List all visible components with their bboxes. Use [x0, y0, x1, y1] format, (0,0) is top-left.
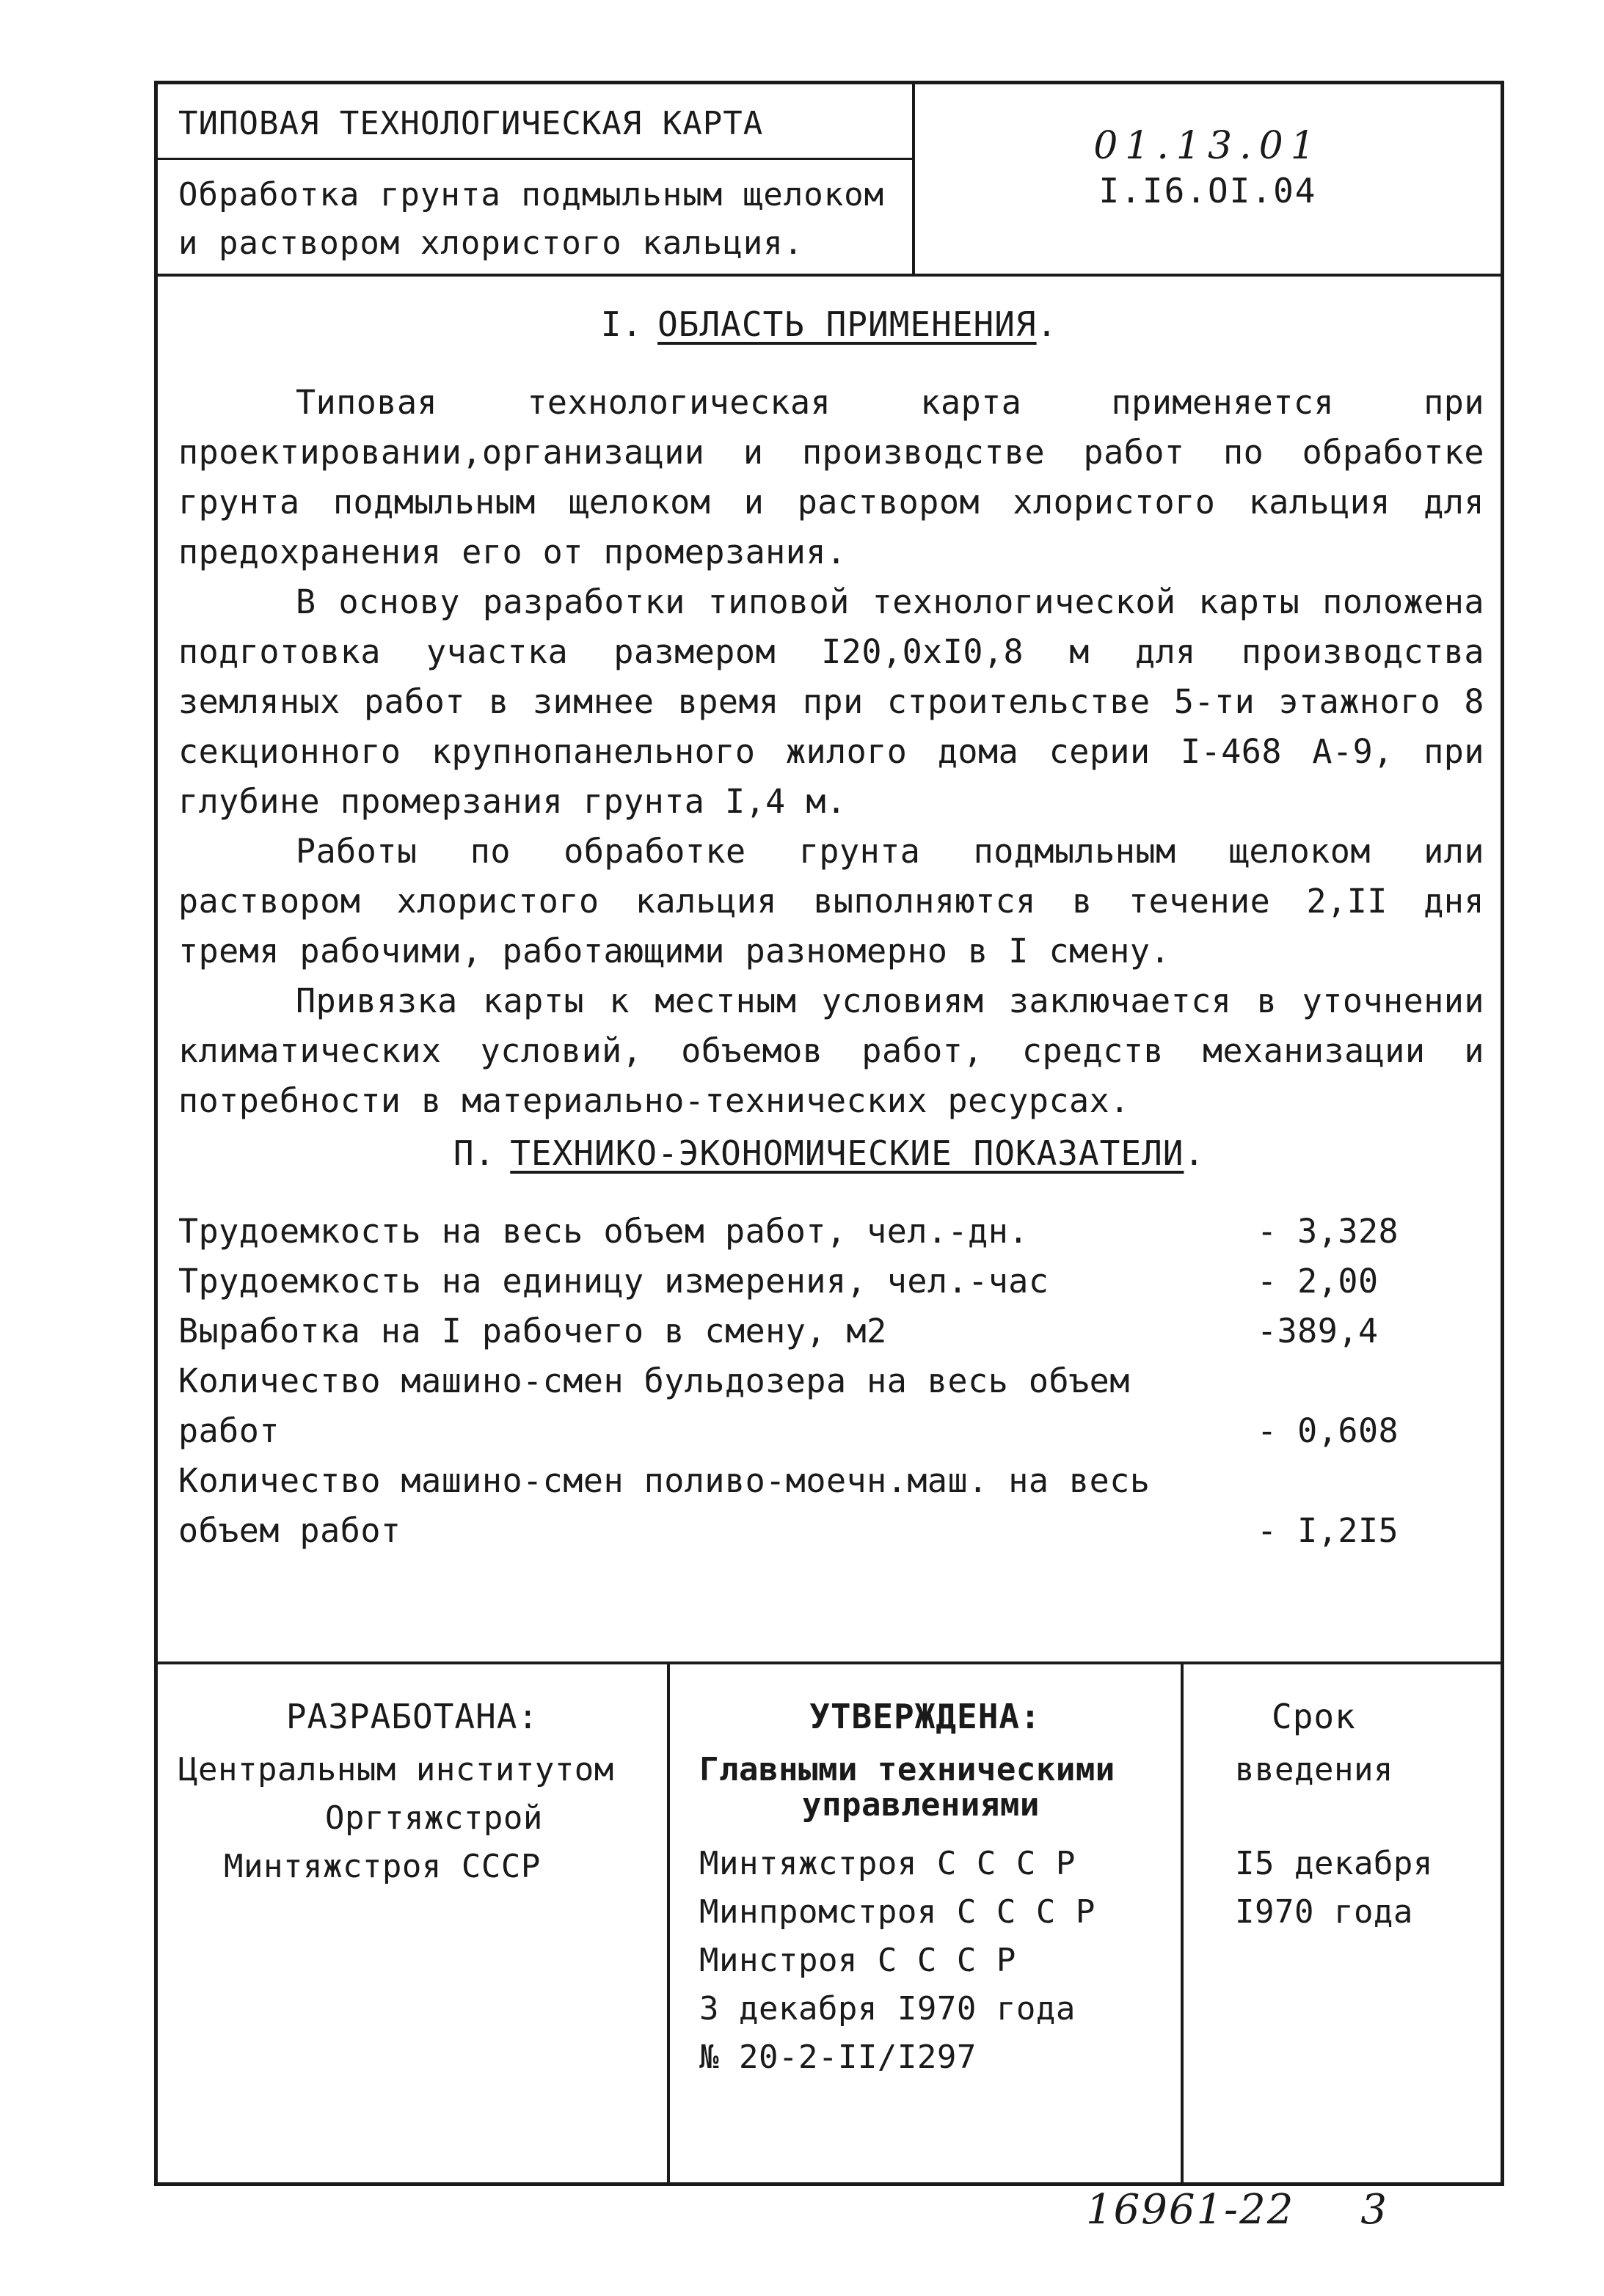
approved-line: управлениями: [802, 1786, 1040, 1824]
indicator-label: Трудоемкость на единицу измерения, чел.-час: [178, 1262, 1049, 1301]
inventory-note: [1086, 2186, 1388, 2234]
section-1-paragraph-1: Типовая технологическая карта применяется при проектировании,организации и производстве работ по обработке грунта подмыльным щелоком и раствором хлористого кальция для предохранения его от промерзания.: [178, 383, 1484, 571]
indicator-row: [178, 1207, 1477, 1257]
section-1-paragraph-4: Привязка карты к местным условиям заключается в уточнении климатических условий, объемов работ, средств механизации и потребности в материально-технических ресурсах.: [178, 981, 1484, 1120]
section-1-number: I.: [600, 304, 644, 344]
section-2-number: П.: [453, 1133, 496, 1173]
approved-line: № 20-2-II/I297: [699, 2039, 977, 2076]
section-2-heading: [158, 1133, 1501, 1173]
document-frame: [154, 81, 1504, 2186]
handwritten-code: 01.13.01: [1093, 124, 1322, 168]
header-left-cell: [158, 84, 915, 274]
developed-line: Центральным институтом: [178, 1751, 614, 1788]
indicator-label: Трудоемкость на весь объем работ, чел.-дн.: [178, 1212, 1029, 1251]
document-title: [178, 171, 912, 268]
section-1-paragraph-3: Работы по обработке грунта подмыльным щелоком или раствором хлористого кальция выполняются в течение 2,II дня тремя рабочими, работающими разномерно в I смену.: [178, 832, 1484, 970]
indicator-value: - 2,00: [1257, 1262, 1379, 1301]
indicator-row: [178, 1356, 1477, 1456]
developed-heading: РАЗРАБОТАНА:: [285, 1697, 539, 1736]
header-block: [158, 84, 1501, 277]
indicator-label-continued: объем работ: [178, 1511, 401, 1550]
approved-line: Минпромстроя С С С Р: [699, 1893, 1096, 1931]
indicator-label: Количество машино-смен бульдозера на весь объем: [178, 1361, 1130, 1400]
section-2-suffix: .: [1184, 1133, 1206, 1173]
indicator-value: -389,4: [1257, 1312, 1379, 1350]
indicator-value: - 3,328: [1257, 1212, 1399, 1251]
indicator-label: Выработка на I рабочего в смену, м2: [178, 1312, 887, 1350]
inventory-code: 16961-22: [1086, 2186, 1295, 2234]
section-1-suffix: .: [1036, 304, 1058, 344]
page-number: 3: [1360, 2186, 1388, 2234]
indicator-value: - 0,608: [1257, 1411, 1399, 1450]
indicator-value: - I,2I5: [1257, 1511, 1399, 1550]
developed-line: Оргтяжстрой: [325, 1799, 543, 1837]
indicator-label: Количество машино-смен поливо-моечн.маш. на весь: [178, 1461, 1151, 1500]
title-line-2: и раствором хлористого кальция.: [178, 224, 804, 262]
indicator-row: [178, 1257, 1477, 1306]
term-line: I5 декабря: [1235, 1845, 1433, 1882]
term-heading: Срок: [1272, 1697, 1356, 1736]
approved-line: 3 декабря I970 года: [699, 1990, 1076, 2028]
header-divider: [158, 158, 912, 160]
header-right-cell: [915, 84, 1501, 274]
title-line-1: Обработка грунта подмыльным щелоком: [178, 176, 885, 213]
approved-line: Минстроя С С С Р: [699, 1942, 1016, 1979]
term-line: I970 года: [1235, 1893, 1413, 1931]
indicator-row: [178, 1306, 1477, 1356]
document-code: I.I6.OI.04: [1098, 171, 1317, 211]
card-type-label: ТИПОВАЯ ТЕХНОЛОГИЧЕСКАЯ КАРТА: [178, 105, 764, 142]
section-1-paragraph-2: В основу разработки типовой технологической карты положена подготовка участка размером I20,0xI0,8 м для производства земляных работ в зимнее время при строительстве 5-ти этажного 8 секционного крупнопанельного жилого дома серии I-468 А-9, при глубине промерзания грунта I,4 м.: [178, 582, 1484, 821]
indicator-row: [178, 1456, 1477, 1556]
indicator-label-continued: работ: [178, 1411, 280, 1450]
section-2-title: ТЕХНИКО-ЭКОНОМИЧЕСКИЕ ПОКАЗАТЕЛИ: [510, 1133, 1184, 1173]
section-1-heading: [158, 304, 1501, 344]
term-line: введения: [1235, 1751, 1393, 1788]
approved-line: Главными техническими: [699, 1751, 1115, 1788]
approval-table: [158, 1661, 1501, 2182]
section-1-title: ОБЛАСТЬ ПРИМЕНЕНИЯ: [657, 304, 1037, 344]
developed-by-cell: [158, 1664, 670, 2182]
effective-date-cell: [1184, 1664, 1501, 2182]
developed-line: Минтяжстроя СССР: [224, 1848, 541, 1885]
approved-heading: УТВЕРЖДЕНА:: [809, 1697, 1041, 1736]
approved-line: Минтяжстроя С С С Р: [699, 1845, 1076, 1882]
approved-by-cell: [670, 1664, 1184, 2182]
